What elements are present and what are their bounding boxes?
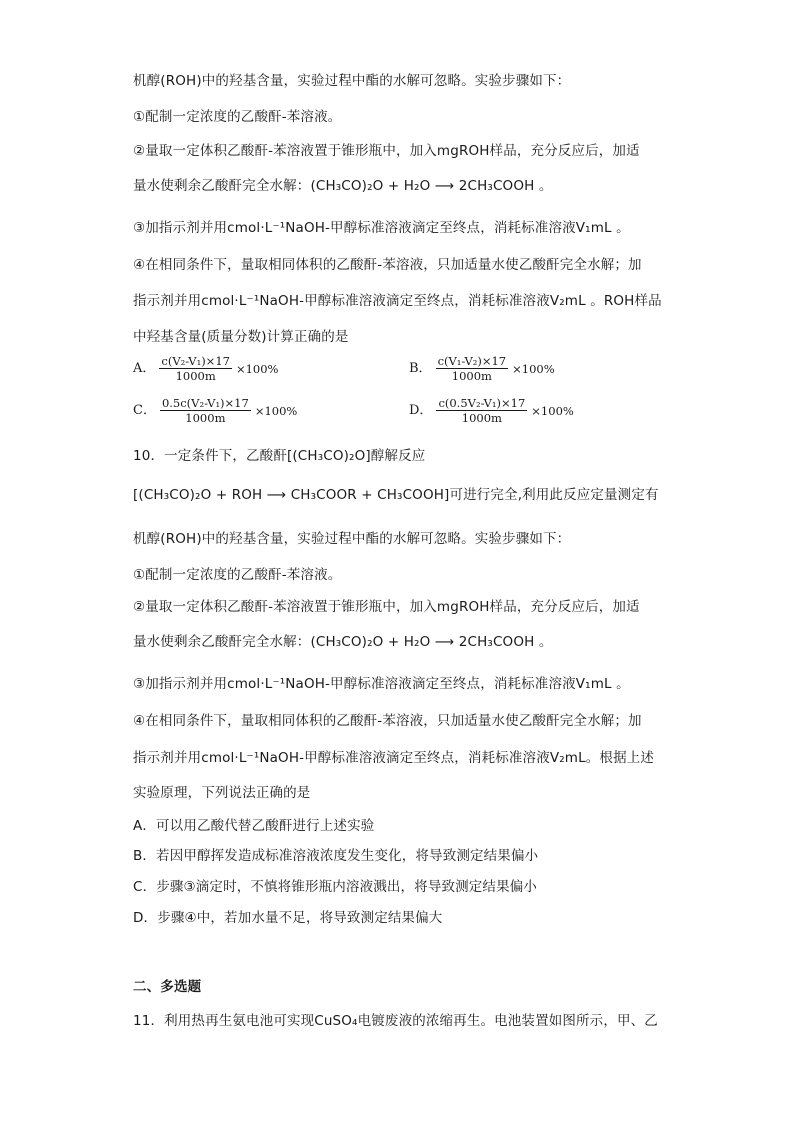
option-a: A．可以用乙酸代替乙酸酐进行上述实验 [133,818,375,834]
option-tail: ×100% [531,403,574,418]
text-line: ②量取一定体积乙酸酐-苯溶液置于锥形瓶中，加入mgROH样品，充分反应后，加适 [133,143,640,159]
text-line: ③加指示剂并用cmol·L⁻¹NaOH-甲醇标准溶液滴定至终点，消耗标准溶液V₁mL 。 [133,676,630,692]
fraction [436,354,509,383]
text-line: [(CH₃CO)₂O + ROH ⟶ CH₃COOR + CH₃COOH]可进行完全,利用此反应定量测定有 [133,487,659,503]
text-line: ①配制一定浓度的乙酸酐-苯溶液。 [133,567,342,583]
text-line: ①配制一定浓度的乙酸酐-苯溶液。 [133,109,342,125]
fraction-denominator: 1000m [461,411,502,425]
fraction-numerator: 0.5c(V₂-V₁)×17 [161,396,249,410]
section-heading: 二、多选题 [133,979,202,995]
text-line: ②量取一定体积乙酸酐-苯溶液置于锥形瓶中，加入mgROH样品，充分反应后，加适 [133,599,640,615]
option-c [133,396,297,425]
option-d: D．步骤④中，若加水量不足，将导致测定结果偏大 [133,910,443,926]
option-tail: ×100% [235,361,279,376]
text-line: 机醇(ROH)中的羟基含量，实验过程中酯的水解可忽略。实验步骤如下： [133,531,571,547]
text-line: ④在相同条件下，量取相同体积的乙酸酐-苯溶液，只加适量水使乙酸酐完全水解；加 [133,713,642,729]
option-a [133,354,278,383]
text-line: 机醇(ROH)中的羟基含量，实验过程中酯的水解可忽略。实验步骤如下： [133,73,571,89]
text-line: ③加指示剂并用cmol·L⁻¹NaOH-甲醇标准溶液滴定至终点，消耗标准溶液V₁mL 。 [133,220,630,236]
text-line: 指示剂并用cmol·L⁻¹NaOH-甲醇标准溶液滴定至终点，消耗标准溶液V₂mL 。ROH样品 [133,293,662,309]
fraction [159,354,232,383]
fraction-denominator: 1000m [185,411,226,425]
option-tail: ×100% [512,361,555,376]
text-line: 量水使剩余乙酸酐完全水解：(CH₃CO)₂O + H₂O ⟶ 2CH₃COOH 。 [133,634,553,650]
option-c: C．步骤③滴定时，不慎将锥形瓶内溶液溅出，将导致测定结果偏小 [133,879,538,895]
option-letter: B． [409,360,432,376]
fraction [160,396,251,425]
fraction [436,396,527,425]
fraction-denominator: 1000m [175,369,216,383]
text-line: 实验原理，下列说法正确的是 [133,785,311,801]
fraction-denominator: 1000m [451,369,492,383]
option-letter: D． [409,402,433,418]
option-tail: ×100% [254,403,298,418]
document-page [133,0,663,1123]
fraction-numerator: c(0.5V₂-V₁)×17 [438,396,526,410]
question-10-stem: 10．一定条件下，乙酸酐[(CH₃CO)₂O]醇解反应 [133,448,426,464]
text-line: 中羟基含量(质量分数)计算正确的是 [133,329,349,345]
text-line: 量水使剩余乙酸酐完全水解：(CH₃CO)₂O + H₂O ⟶ 2CH₃COOH 。 [133,178,553,194]
text-line: 指示剂并用cmol·L⁻¹NaOH-甲醇标准溶液滴定至终点，消耗标准溶液V₂mL。根据上述 [133,750,655,766]
option-b: B．若因甲醇挥发造成标准溶液浓度发生变化，将导致测定结果偏小 [133,848,539,864]
question-11-stem: 11．利用热再生氨电池可实现CuSO₄电镀废液的浓缩再生。电池装置如图所示，甲、乙 [133,1013,658,1029]
option-letter: A． [133,360,156,376]
fraction-numerator: c(V₂-V₁)×17 [161,354,230,368]
text-line: ④在相同条件下，量取相同体积的乙酸酐-苯溶液，只加适量水使乙酸酐完全水解；加 [133,257,642,273]
option-d [409,396,574,425]
fraction-numerator: c(V₁-V₂)×17 [437,354,507,368]
option-b [409,354,555,383]
option-letter: C． [133,402,156,418]
